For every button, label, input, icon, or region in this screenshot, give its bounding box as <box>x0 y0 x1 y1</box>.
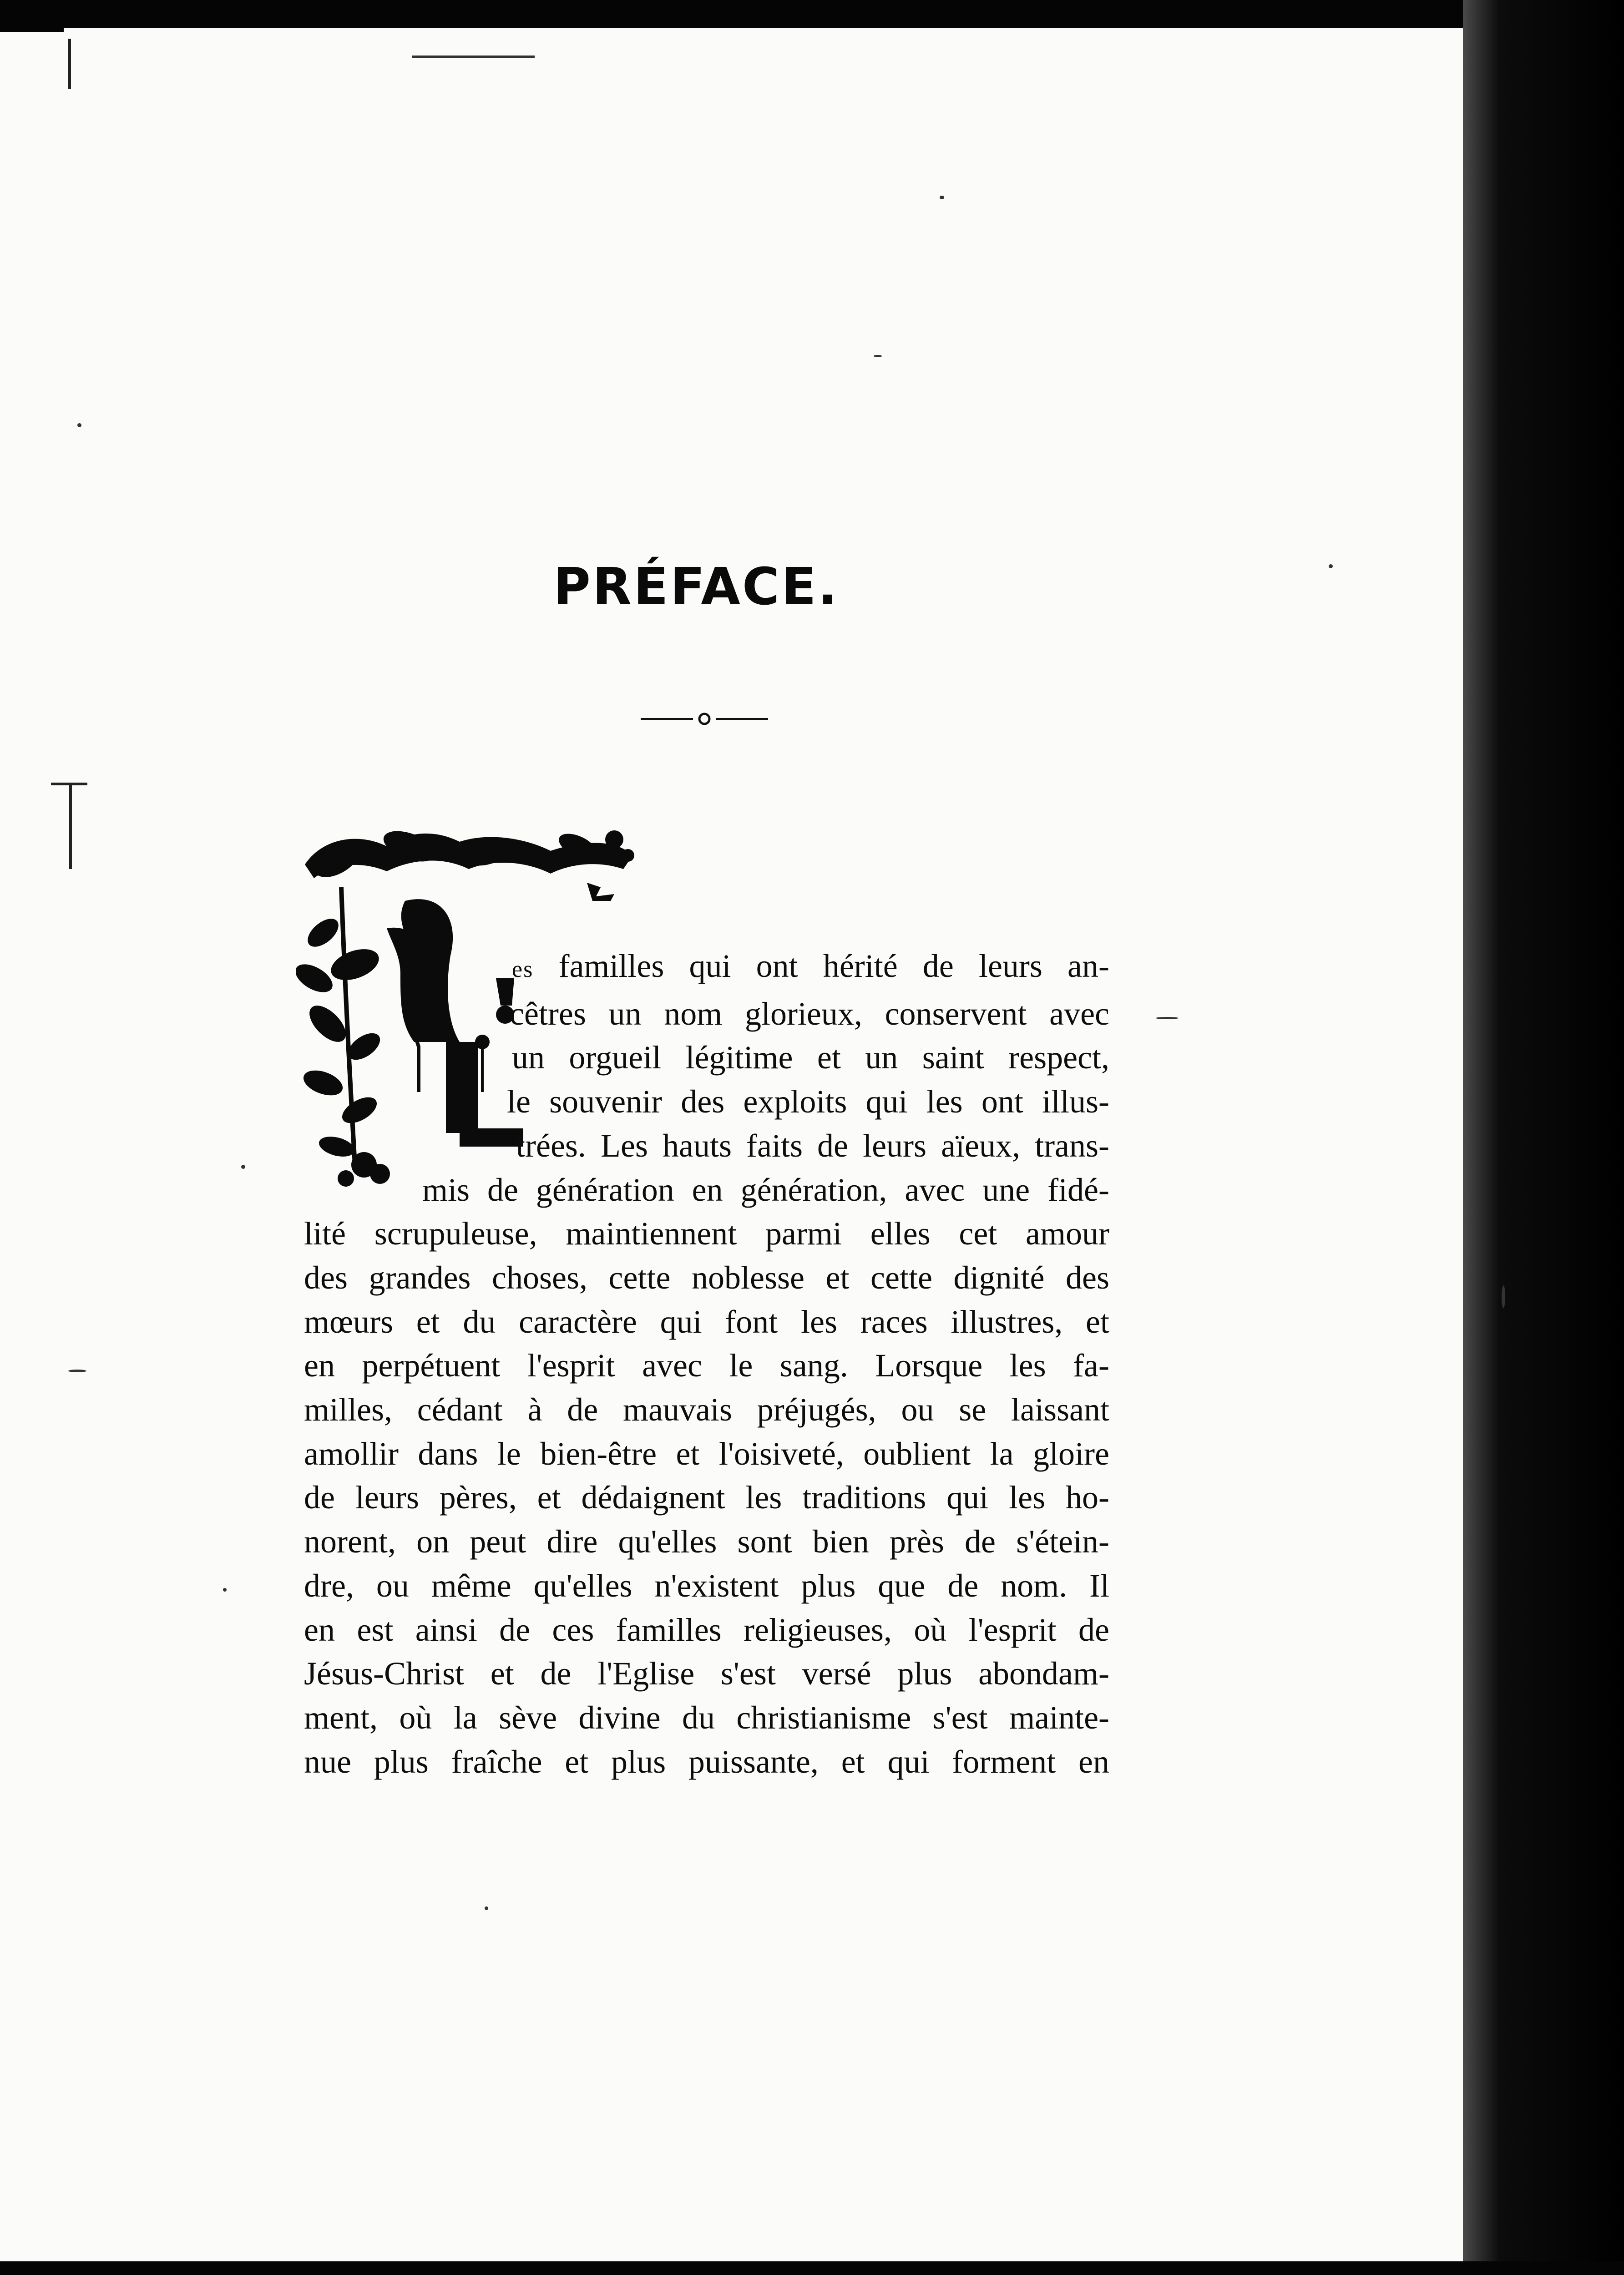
text-line: en perpétuent l'esprit avec le sang. Lorsque les fa- <box>304 1347 1109 1384</box>
scan-speck <box>1502 1285 1505 1308</box>
scan-border-right <box>1463 0 1624 2275</box>
scan-speck <box>874 355 882 357</box>
text-line: ment, où la sève divine du christianisme s'est mainte- <box>304 1699 1109 1736</box>
dropcap-continuation: es <box>512 956 534 982</box>
text-line: mœurs et du caractère qui font les races illustres, et <box>304 1303 1109 1340</box>
top-rule <box>412 56 535 58</box>
scan-border-top <box>0 0 1624 32</box>
text-line: dre, ou même qu'elles n'existent plus que de nom. Il <box>304 1567 1109 1604</box>
text-line: milles, cédant à de mauvais préjugés, ou se laissant <box>304 1391 1109 1428</box>
text-line: mis de génération en génération, avec une fidé- <box>422 1171 1109 1208</box>
text-line: amollir dans le bien-être et l'oisiveté, oublient la gloire <box>304 1435 1109 1472</box>
scan-speck <box>77 423 81 427</box>
scan-speck <box>223 1588 227 1592</box>
text-line: un orgueil légitime et un saint respect, <box>512 1039 1109 1076</box>
page-top-edge <box>64 28 1474 32</box>
scan-mark <box>69 783 72 869</box>
text-line: de leurs pères, et dédaignent les traditions qui les ho- <box>304 1479 1109 1516</box>
text-line: des grandes choses, cette noblesse et cette dignité des <box>304 1259 1109 1296</box>
text-line: en est ainsi de ces familles religieuses, où l'esprit de <box>304 1611 1109 1648</box>
scan-speck <box>241 1165 245 1169</box>
scan-speck <box>940 196 944 199</box>
page-title: PRÉFACE. <box>553 557 840 617</box>
scan-mark <box>68 39 71 89</box>
scan-speck <box>68 1370 86 1372</box>
text-line-content: familles qui ont hérité de leurs an- <box>533 948 1109 984</box>
text-line: nue plus fraîche et plus puissante, et qui forment en <box>304 1743 1109 1780</box>
text-line: norent, on peut dire qu'elles sont bien près de s'étein- <box>304 1523 1109 1560</box>
text-line: lité scrupuleuse, maintiennent parmi elles cet amour <box>304 1215 1109 1252</box>
title-ornament <box>641 712 768 726</box>
scan-speck <box>1329 564 1333 568</box>
preface-body <box>304 944 1109 1784</box>
text-line <box>512 944 1109 992</box>
scan-speck <box>1156 1017 1179 1019</box>
text-line: Jésus-Christ et de l'Eglise s'est versé plus abondam- <box>304 1655 1109 1692</box>
scan-border-bottom <box>0 2261 1624 2275</box>
text-line: trées. Les hauts faits de leurs aïeux, trans- <box>516 1127 1109 1164</box>
text-line: le souvenir des exploits qui les ont illus- <box>507 1083 1109 1120</box>
scan-speck <box>485 1906 488 1910</box>
text-line: cêtres un nom glorieux, conservent avec <box>510 995 1109 1032</box>
